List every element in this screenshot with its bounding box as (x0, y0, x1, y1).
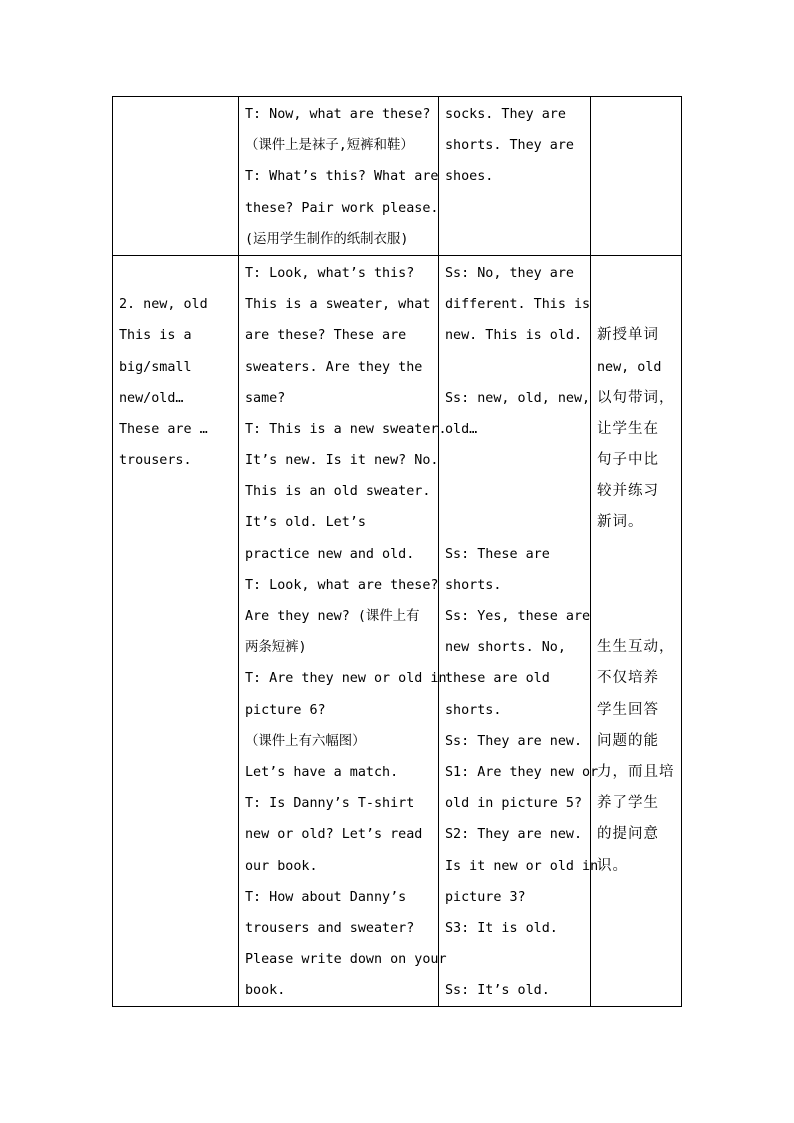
text-line: T: Look, what’s this? (245, 265, 415, 281)
text-line: S2: They are new. (445, 827, 583, 843)
text-line: sweaters. Are they the (245, 359, 423, 375)
text-line: new/old… (119, 390, 184, 406)
text-line: 新词。 (597, 514, 644, 531)
text-line: T: Is Danny’s T-shirt (245, 796, 415, 812)
text-line: 句子中比 (597, 452, 659, 469)
text-line: 不仅培养 (597, 670, 659, 687)
text-line: practice new and old. (245, 546, 415, 562)
text-line (445, 507, 586, 538)
text-line: （课件上是袜子,短裤和鞋） (245, 138, 414, 154)
text-line: same? (245, 390, 286, 406)
text-line: Please write down on your (245, 952, 447, 968)
text-line: new shorts. No, (445, 640, 566, 656)
text-line (597, 289, 677, 320)
text-line: Ss: new, old, new, (445, 390, 591, 406)
text-line: these? Pair work please. (245, 200, 439, 216)
text-line: these are old (445, 671, 550, 687)
text-line: new or old? Let’s read (245, 827, 423, 843)
text-line: trousers. (119, 453, 192, 469)
text-line: 问题的能 (597, 732, 659, 749)
text-line: our book. (245, 858, 318, 874)
text-line: old in picture 5? (445, 796, 583, 812)
text-line: new, old (597, 359, 662, 375)
text-line: (运用学生制作的纸制衣服) (245, 231, 409, 247)
text-line: Is it new or old in (445, 858, 599, 874)
text-line: 的提问意 (597, 826, 659, 843)
text-line: T: Now, what are these? (245, 107, 431, 122)
text-line (597, 570, 677, 601)
text-line (119, 258, 234, 289)
text-line (445, 445, 586, 476)
text-line: 两条短裤) (245, 640, 307, 656)
text-line: T: How about Danny’s (245, 889, 407, 905)
text-line (597, 539, 677, 570)
text-line: Ss: They are new. (445, 733, 583, 749)
text-line: picture 3? (445, 889, 526, 905)
text-line: This is a (119, 328, 192, 344)
text-line: Ss: These are (445, 546, 550, 562)
student-activity-cell (439, 97, 591, 256)
text-line: old… (445, 421, 478, 437)
text-line: It’s old. Let’s (245, 515, 366, 531)
text-line: Are they new? (课件上有 (245, 609, 420, 624)
text-line (445, 476, 586, 507)
text-line (597, 601, 677, 632)
table-row (113, 255, 682, 1007)
text-line: picture 6? (245, 702, 326, 718)
text-line: are these? These are (245, 328, 407, 344)
text-line: S1: Are they new or (445, 764, 599, 780)
text-line: big/small (119, 359, 192, 375)
text-line: Let’s have a match. (245, 764, 399, 780)
text-line: T: Are they new or old in (245, 671, 447, 687)
teacher-activity-cell (239, 97, 439, 256)
text-line: 新授单词 (597, 327, 659, 344)
lesson-plan-table (112, 96, 682, 1007)
text-line: 学生回答 (597, 701, 659, 718)
student-activity-cell (439, 255, 599, 1007)
text-line: This is a sweater, what (245, 297, 431, 313)
text-line: T: Look, what are these? (245, 577, 439, 593)
text-line: 生生互动， (597, 639, 675, 656)
text-line: 识。 (597, 857, 628, 874)
text-line: 较并练习 (597, 483, 659, 500)
text-line: 力，而且培 (597, 763, 675, 780)
text-line: 以句带词， (597, 389, 675, 406)
text-line: trousers and sweater? (245, 920, 415, 936)
text-line: new. This is old. (445, 328, 583, 344)
text-line: socks. They are (445, 107, 566, 122)
text-line: T: This is a new sweater. (245, 421, 447, 437)
teacher-activity-cell (239, 255, 447, 1007)
text-line: 让学生在 (597, 420, 659, 437)
design-purpose-cell (591, 255, 682, 1007)
text-line: Ss: It’s old. (445, 983, 550, 999)
text-line: different. This is (445, 297, 591, 313)
text-line: These are … (119, 421, 208, 437)
text-line: shorts. (445, 702, 502, 718)
step-cell (113, 97, 239, 256)
text-line: shoes. (445, 169, 494, 185)
text-line (445, 352, 586, 383)
text-line: Ss: No, they are (445, 265, 574, 281)
text-line: T: What’s this? What are (245, 169, 439, 185)
step-cell (113, 255, 239, 1007)
text-line: 养了学生 (597, 795, 659, 812)
text-line: This is an old sweater. (245, 484, 431, 500)
text-line: Ss: Yes, these are (445, 609, 591, 624)
text-line (597, 258, 677, 289)
text-line: It’s new. Is it new? No. (245, 453, 439, 469)
design-purpose-cell (591, 97, 682, 256)
text-line: S3: It is old. (445, 920, 558, 936)
text-line (445, 944, 586, 975)
text-line: shorts. They are (445, 138, 574, 154)
text-line: （课件上有六幅图） (245, 733, 366, 749)
text-line: shorts. (445, 577, 502, 593)
text-line: 2. new, old (119, 297, 208, 313)
table-row (113, 97, 682, 256)
text-line: book. (245, 983, 286, 999)
